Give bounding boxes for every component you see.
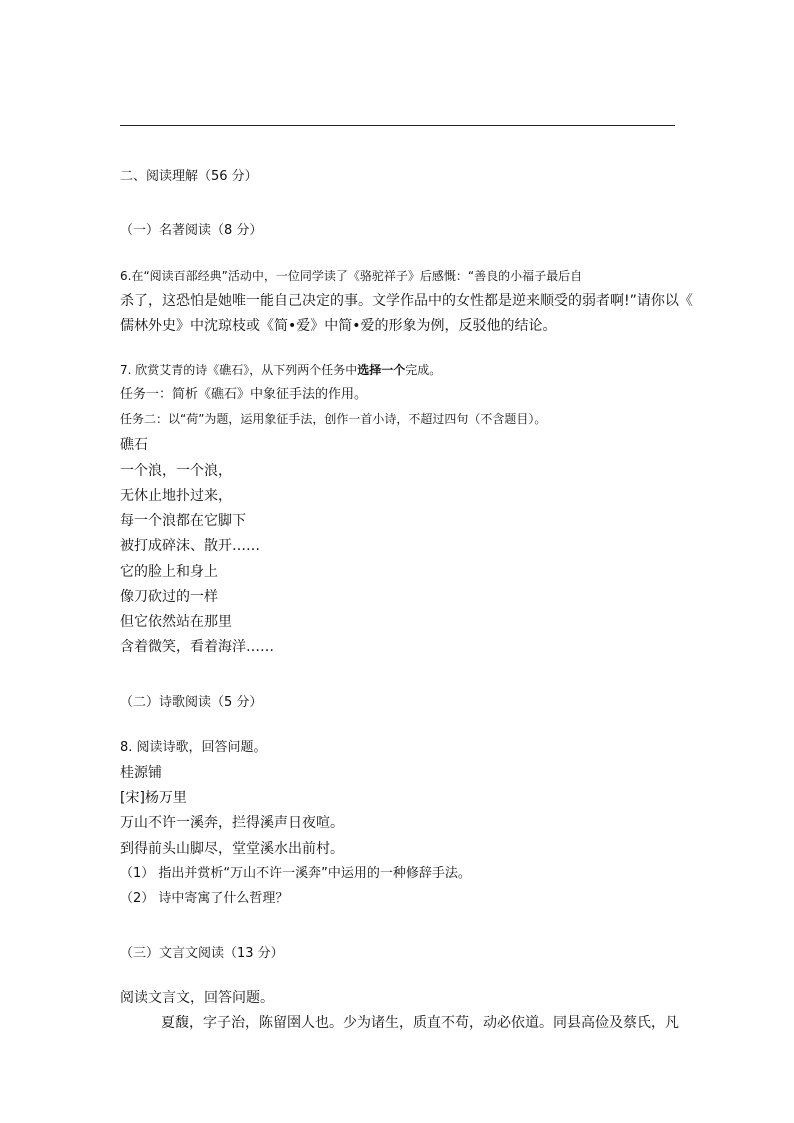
q7-text-b: 完成。 [405, 363, 442, 377]
part2-title: （二）诗歌阅读（5 分） [120, 695, 263, 710]
poem-line: 每一个浪都在它脚下 [120, 513, 246, 529]
q7-text-a: 7. 欣赏艾青的诗《礁石》，从下列两个任务中 [120, 363, 358, 377]
poem2-author: [宋]杨万里 [120, 790, 187, 806]
poem-line: 它的脸上和身上 [120, 564, 218, 580]
q6-line2: 杀了，这恐怕是她唯一能自己决定的事。文学作品中的女性都是逆来顺受的弱者啊!”请你以《 [120, 293, 693, 309]
part3-intro: 阅读文言文，回答问题。 [120, 990, 274, 1006]
q7-line1 [120, 364, 441, 376]
q8-intro: 8. 阅读诗歌，回答问题。 [120, 740, 267, 755]
q6-line3: 儒林外史》中沈琼枝或《简•爱》中简•爱的形象为例，反驳他的结论。 [120, 318, 557, 334]
q7-text-bold: 选择一个 [357, 363, 406, 377]
poem-line: 含着微笑，看着海洋…… [120, 639, 274, 655]
part3-title: （三）文言文阅读（13 分） [120, 946, 284, 961]
q7-task2: 任务二：以“荷”为题，运用象征手法，创作一首小诗，不超过四句（不含题目）。 [120, 412, 547, 426]
section-title: 二、阅读理解（56 分） [120, 169, 258, 184]
poem2-title: 桂源铺 [120, 765, 162, 781]
q6-line1: 6.在“阅读百部经典”活动中，一位同学读了《骆驼祥子》后感慨：“善良的小福子最后自 [120, 269, 583, 283]
classical-text-line1: 夏馥，字子治，陈留圉人也。少为诸生，质直不苟，动必依道。同县高俭及蔡氏，凡 [161, 1015, 679, 1031]
poem-line: 但它依然站在那里 [120, 614, 232, 630]
poem-line: 无休止地扑过来， [120, 488, 232, 504]
part1-title: （一）名著阅读（8 分） [120, 223, 263, 238]
poem-title: 礁石 [120, 437, 148, 453]
poem2-verse1: 万山不许一溪奔，拦得溪声日夜喧。 [120, 815, 344, 831]
poem-line: 像刀砍过的一样 [120, 589, 218, 605]
q7-task1: 任务一：简析《礁石》中象征手法的作用。 [120, 387, 368, 402]
poem-line: 一个浪，一个浪， [120, 463, 232, 479]
q8-sub1: （1） 指出并赏析“万山不许一溪奔”中运用的一种修辞手法。 [120, 866, 471, 881]
poem2-verse2: 到得前头山脚尽，堂堂溪水出前村。 [120, 841, 344, 857]
header-rule [120, 125, 675, 126]
q8-sub2: （2） 诗中寄寓了什么哲理？ [120, 891, 289, 906]
poem-line: 被打成碎沫、散开…… [120, 538, 260, 554]
